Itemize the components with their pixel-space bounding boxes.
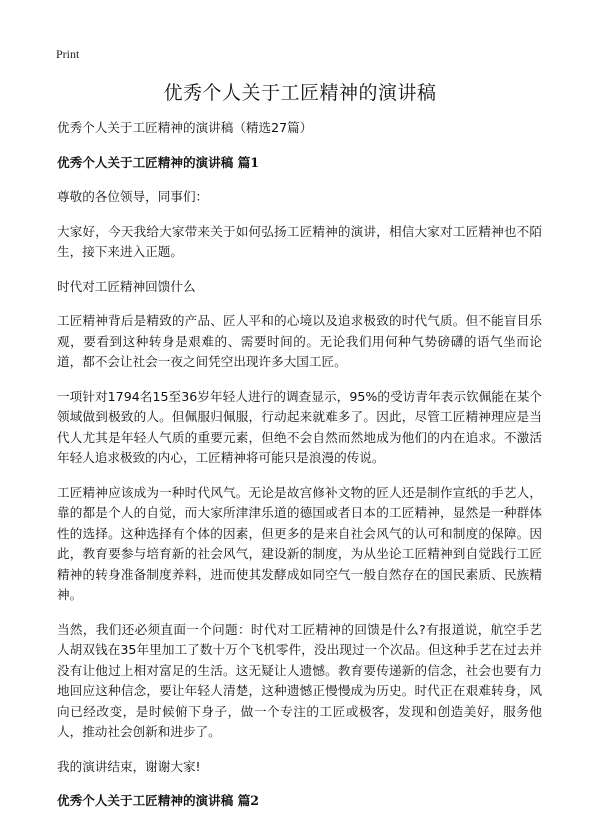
- body-paragraph: 当然，我们还必须直面一个问题：时代对工匠精神的回馈是什么?有报道说，航空手艺人胡双钱在35年里加工了数十万个飞机零件，没出现过一个次品。但这种手艺在过去并没有让他过上相对富足的生活。这无疑让人遗憾。教育要传递新的信念，社会也要有力地回应这种信念，要让年轻人清楚，这种遗憾正慢慢成为历史。时代正在艰难转身，风向已经改变，是时候俯下身子，做一个专注的工匠或极客，发现和创造美好，服务他人，推动社会创新和进步了。: [57, 621, 542, 739]
- page-title: 优秀个人关于工匠精神的演讲稿: [163, 82, 437, 104]
- print-label[interactable]: Print: [56, 47, 80, 61]
- section-heading-1: 优秀个人关于工匠精神的演讲稿 篇1: [57, 154, 260, 170]
- document-subtitle: 优秀个人关于工匠精神的演讲稿（精选27篇）: [57, 120, 313, 135]
- body-paragraph: 时代对工匠精神回馈什么: [57, 278, 196, 294]
- body-paragraph: 大家好，今天我给大家带来关于如何弘扬工匠精神的演讲，相信大家对工匠精神也不陌生，接下来进入正题。: [57, 223, 542, 259]
- section-heading-2: 优秀个人关于工匠精神的演讲稿 篇2: [57, 793, 260, 808]
- greeting-paragraph: 尊敬的各位领导，同事们：: [57, 189, 209, 204]
- document-body: [57, 118, 542, 826]
- body-paragraph: 一项针对1794名15至36岁年轻人进行的调查显示，95%的受访青年表示钦佩能在某个领域做到极致的人。但佩服归佩服，行动起来就难多了。因此，尽管工匠精神理应是当代人尤其是年轻人气质的重要元素，但绝不会自然而然地成为他们的内在追求。不激活年轻人追求极致的内心，工匠精神将可能只是浪漫的传说。: [57, 388, 542, 465]
- closing-paragraph: 我的演讲结束，谢谢大家!: [57, 758, 201, 774]
- body-paragraph: 工匠精神应该成为一种时代风气。无论是故宫修补文物的匠人还是制作宣纸的手艺人，靠的都是个人的自觉，而大家所津津乐道的德国或者日本的工匠精神，显然是一种群体性的选择。这种选择有个体的因素，但更多的是来自社会风气的认可和制度的保障。因此，教育要参与培育新的社会风气，建设新的制度，为从坐论工匠精神到自觉践行工匠精神的转身准备制度养料，进而使其发酵成如同空气一般自然存在的国民素质、民族精神。: [57, 484, 542, 602]
- body-paragraph: 工匠精神背后是精致的产品、匠人平和的心境以及追求极致的时代气质。但不能盲目乐观，要看到这种转身是艰难的、需要时间的。无论我们用何种气势磅礴的语气坐而论道，都不会让社会一夜之间凭空出现许多大国工匠。: [57, 313, 542, 369]
